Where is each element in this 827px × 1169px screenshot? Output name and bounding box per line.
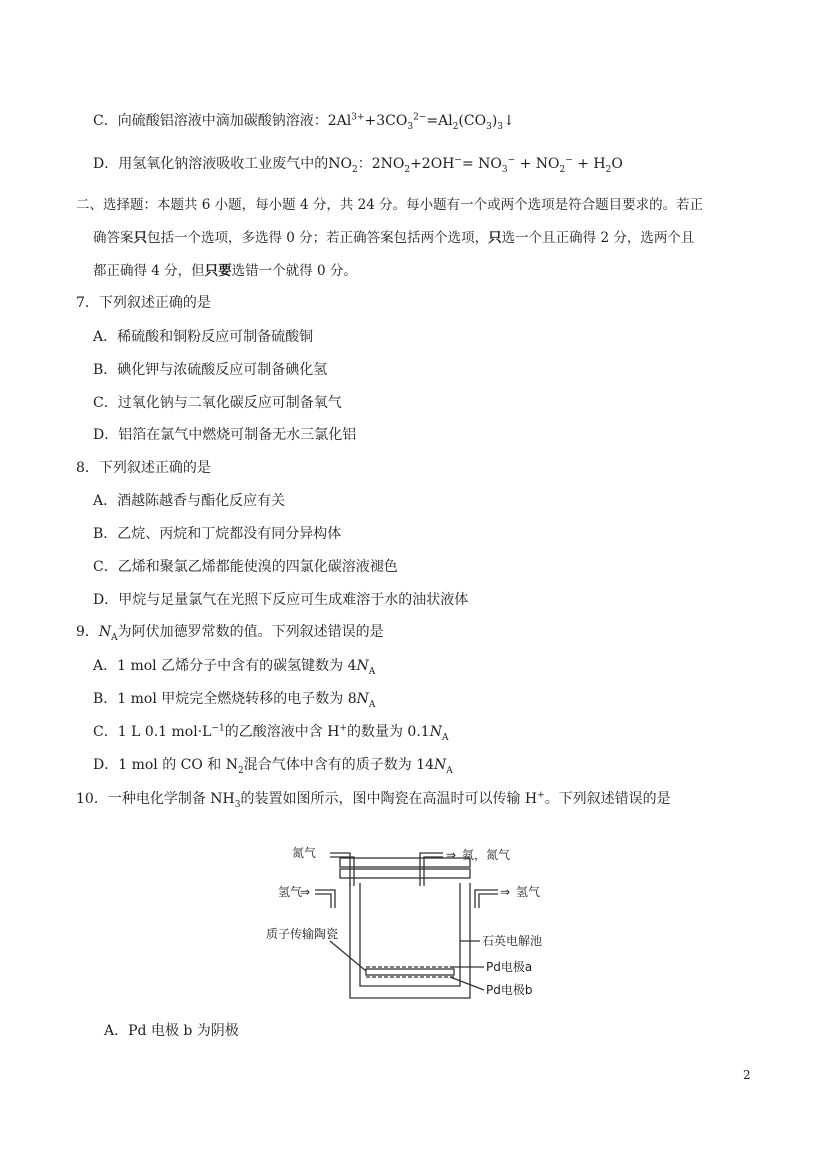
- q7-option-b: B．碘化钾与浓硫酸反应可制备碘化氢: [93, 362, 328, 378]
- arrow-out-right: ⇒: [500, 885, 511, 899]
- q8-option-b: B．乙烷、丙烷和丁烷都没有同分异构体: [93, 526, 342, 542]
- q9-option-b: B．1 mol 甲烷完全燃烧转移的电子数为 $8N_A$: [93, 691, 376, 710]
- arrow-in-left: ⇒: [300, 885, 311, 899]
- arrow-out-top: ⇒: [446, 848, 457, 862]
- label-ammonia-nitrogen-out: 氨，氮气: [462, 848, 511, 862]
- q7-option-c: C．过氧化钠与二氧化碳反应可制备氧气: [93, 395, 342, 411]
- q6-option-c: C．向硫酸铝溶液中滴加碳酸钠溶液：$2Al^{3+}+3CO_3^{2-}=Al_2(CO_3)_3↓$: [93, 112, 515, 132]
- label-quartz-cell: 石英电解池: [482, 934, 543, 948]
- outer-container: [350, 883, 470, 998]
- page-number: 2: [743, 1068, 751, 1082]
- quartz-cell: [360, 883, 460, 986]
- label-pd-electrode-a: Pd电极a: [486, 960, 533, 974]
- label-proton-ceramic: 质子传输陶瓷: [266, 927, 339, 941]
- electrolysis-cell-diagram: [260, 838, 560, 1013]
- q10-stem: 10．一种电化学制备 $NH_3$的装置如图所示，图中陶瓷在高温时可以传输 H+。下列叙述错误的是: [76, 790, 671, 810]
- label-nitrogen-in: 氮气: [292, 846, 317, 860]
- section2-rule-line3: 都正确得 4 分，但只要选错一个就得 0 分。: [93, 263, 357, 279]
- q9-option-d: D．1 mol 的 CO 和 $N_2$混合气体中含有的质子数为 $14N_A$: [93, 757, 453, 776]
- q9-option-c: C．1 L 0.1 $mol\cdot L^{-1}$的乙酸溶液中含 H+的数量为 $0.1N_A$: [93, 723, 449, 743]
- q8-option-c: C．乙烯和聚氯乙烯都能使溴的四氯化碳溶液褪色: [93, 559, 398, 575]
- label-pd-electrode-b: Pd电极b: [486, 983, 533, 997]
- label-hydrogen-out: 氢气: [516, 885, 541, 899]
- q6-option-d: D．用氢氧化钠溶液吸收工业废气中的$NO_2$：$2NO_2+2OH^-= NO_3^- + NO_2^- + H_2O$: [93, 155, 623, 175]
- top-plate-lower: [340, 869, 470, 878]
- q7-stem: 7．下列叙述正确的是: [76, 295, 211, 311]
- proton-ceramic: [366, 969, 454, 975]
- q10-option-a: A．Pd 电极 b 为阴极: [104, 1023, 239, 1039]
- q8-stem: 8．下列叙述正确的是: [76, 460, 211, 476]
- label-hydrogen-in: 氢气: [278, 885, 303, 899]
- q8-option-d: D．甲烷与足量氯气在光照下反应可生成难溶于水的油状液体: [93, 592, 469, 608]
- q7-option-d: D．铝箔在氯气中燃烧可制备无水三氯化铝: [93, 427, 357, 443]
- section2-title: 二、选择题：本题共 6 小题，每小题 4 分，共 24 分。每小题有一个或两个选项是符合题目要求的。若正: [76, 197, 704, 213]
- q9-stem: 9．$N_A$为阿伏加德罗常数的值。下列叙述错误的是: [76, 624, 384, 643]
- q8-option-a: A．酒越陈越香与酯化反应有关: [93, 493, 286, 509]
- q7-option-a: A．稀硫酸和铜粉反应可制备硫酸铜: [93, 329, 314, 345]
- section2-rule-line2: 确答案只包括一个选项，多选得 0 分；若正确答案包括两个选项，只选一个且正确得 2 分，选两个且: [93, 230, 695, 246]
- q9-option-a: A．1 mol 乙烯分子中含有的碳氢键数为 $4N_A$: [93, 658, 376, 677]
